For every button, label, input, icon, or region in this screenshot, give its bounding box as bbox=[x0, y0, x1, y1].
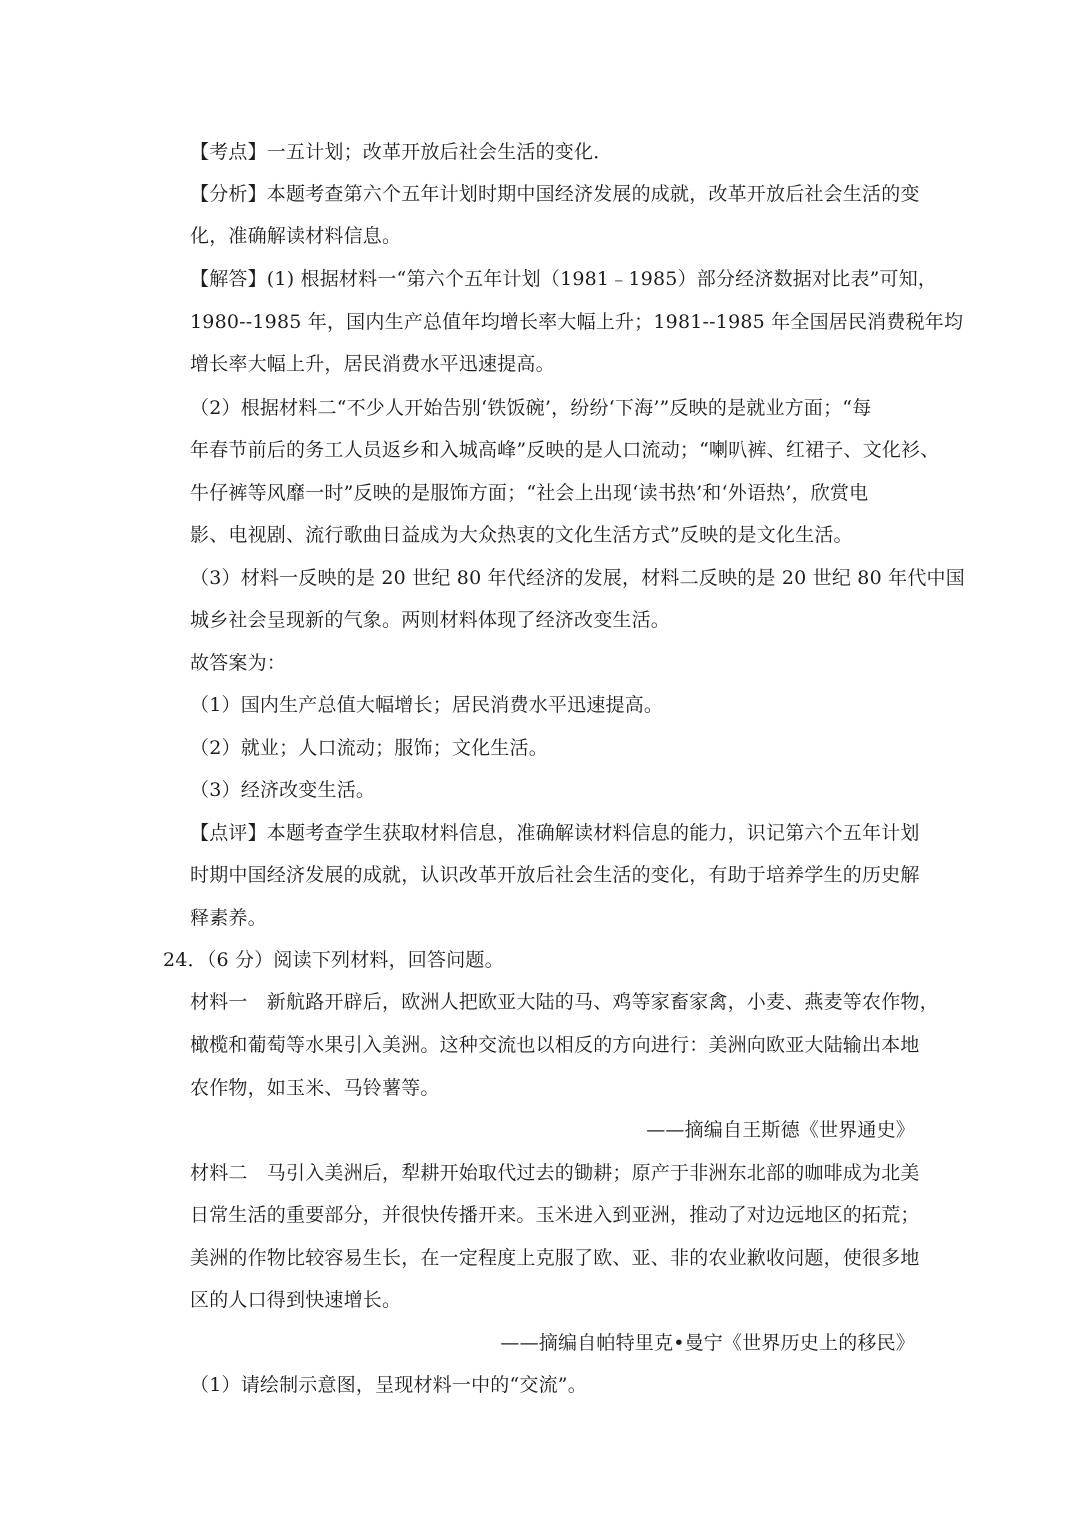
dianping-line-1: 【点评】本题考查学生获取材料信息，准确解读材料信息的能力，识记第六个五年计划 bbox=[190, 822, 920, 844]
kaodian-line: 【考点】一五计划；改革开放后社会生活的变化． bbox=[190, 141, 613, 163]
part3-line-2: 城乡社会呈现新的气象。两则材料体现了经济改变生活。 bbox=[190, 609, 671, 631]
material2-line-4: 区的人口得到快速增长。 bbox=[190, 1289, 402, 1311]
part2-line-4: 影、电视剧、流行歌曲日益成为大众热衷的文化生活方式”反映的是文化生活。 bbox=[190, 524, 853, 546]
part2-line-3: 牛仔裤等风靡一时”反映的是服饰方面；“社会上出现‘读书热’和‘外语热’，欣赏电 bbox=[190, 482, 869, 504]
answer-line-3: （3）经济改变生活。 bbox=[190, 779, 376, 801]
material1-line-2: 橄榄和葡萄等水果引入美洲。这种交流也以相反的方向进行：美洲向欧亚大陆输出本地 bbox=[190, 1034, 920, 1056]
part2-line-2: 年春节前后的务工人员返乡和入城高峰”反映的是人口流动；“喇叭裤、红裙子、文化衫、 bbox=[190, 439, 940, 461]
jieda-line-2: 1980--1985 年，国内生产总值年均增长率大幅上升；1981--1985 年全国居民消费税年均 bbox=[190, 311, 964, 333]
answer-intro: 故答案为： bbox=[190, 652, 287, 674]
material1-line-1: 材料一 新航路开辟后，欧洲人把欧亚大陆的马、鸡等家畜家禽，小麦、燕麦等农作物， bbox=[190, 991, 939, 1013]
material2-line-3: 美洲的作物比较容易生长，在一定程度上克服了欧、亚、非的农业歉收问题，使很多地 bbox=[190, 1247, 920, 1269]
fenxi-line-2: 化，准确解读材料信息。 bbox=[190, 225, 402, 247]
answer-line-2: （2）就业；人口流动；服饰；文化生活。 bbox=[190, 737, 548, 759]
question-24-title: 24．（6 分）阅读下列材料，回答问题。 bbox=[163, 949, 504, 971]
answer-line-1: （1）国内生产总值大幅增长；居民消费水平迅速提高。 bbox=[190, 694, 664, 716]
dianping-line-3: 释素养。 bbox=[190, 907, 267, 929]
material2-line-2: 日常生活的重要部分，并很快传播开来。玉米进入到亚洲，推动了对边远地区的拓荒； bbox=[190, 1204, 920, 1226]
jieda-line-3: 增长率大幅上升，居民消费水平迅速提高。 bbox=[190, 353, 555, 375]
material2-line-1: 材料二 马引入美洲后，犁耕开始取代过去的锄耕；原产于非洲东北部的咖啡成为北美 bbox=[190, 1162, 920, 1184]
dianping-line-2: 时期中国经济发展的成就，认识改革开放后社会生活的变化，有助于培养学生的历史解 bbox=[190, 864, 920, 886]
material1-line-3: 农作物，如玉米、马铃薯等。 bbox=[190, 1077, 440, 1099]
part2-line-1: （2）根据材料二“不少人开始告别‘铁饭碗’，纷纷‘下海’”反映的是就业方面；“每 bbox=[190, 397, 872, 419]
part3-line-1: （3）材料一反映的是 20 世纪 80 年代经济的发展，材料二反映的是 20 世纪 80 年代中国 bbox=[190, 567, 965, 589]
material2-source: ——摘编自帕特里克•曼宁《世界历史上的移民》 bbox=[500, 1332, 915, 1354]
fenxi-line-1: 【分析】本题考查第六个五年计划时期中国经济发展的成就，改革开放后社会生活的变 bbox=[190, 183, 920, 205]
material1-source: ——摘编自王斯德《世界通史》 bbox=[646, 1119, 915, 1141]
sub-question-1: （1）请绘制示意图，呈现材料一中的“交流”。 bbox=[190, 1374, 587, 1396]
jieda-line-1: 【解答】(1) 根据材料一“第六个五年计划（1981﹣1985）部分经济数据对比表”可知， bbox=[190, 268, 938, 290]
